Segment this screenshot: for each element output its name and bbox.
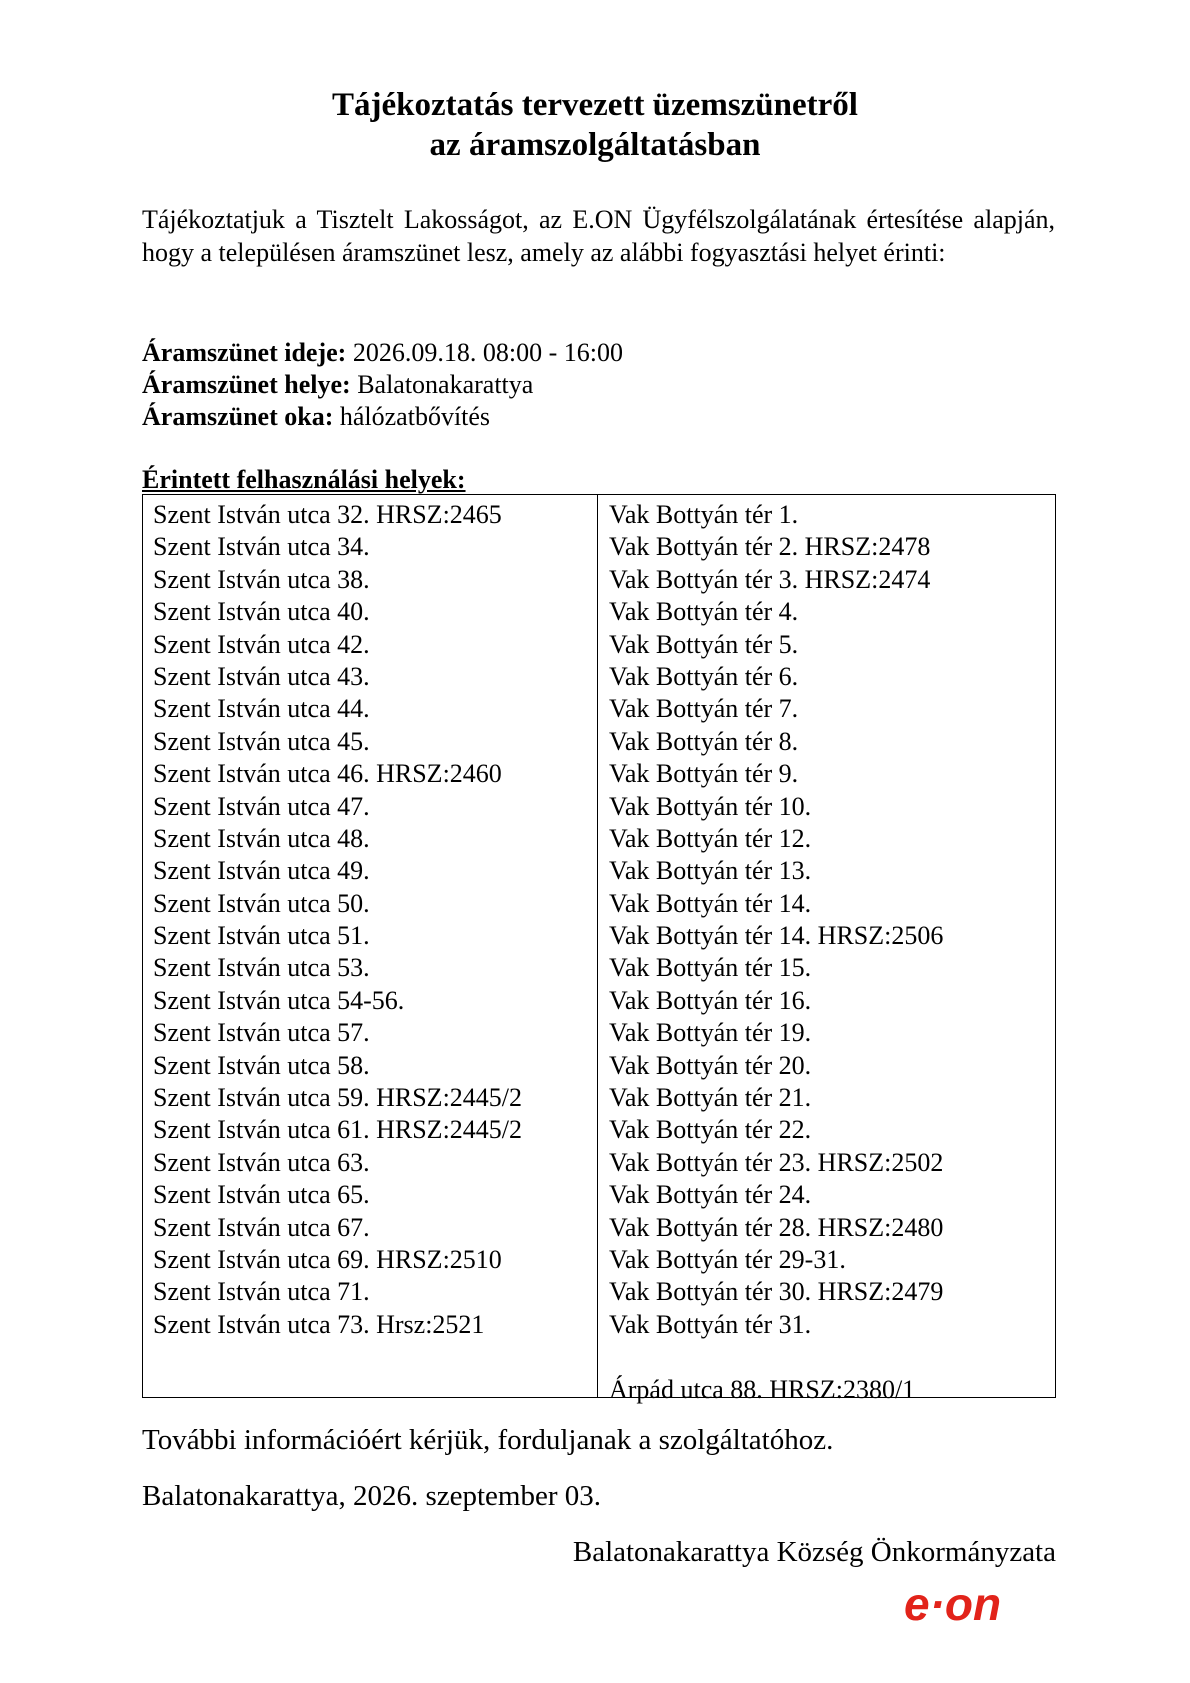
location-item-right: Vak Bottyán tér 21. (609, 1083, 812, 1113)
location-item-left: Szent István utca 67. (153, 1212, 370, 1242)
location-item-left: Szent István utca 57. (153, 1018, 370, 1048)
location-item-left: Szent István utca 48. (153, 823, 370, 853)
location-item-right: Vak Bottyán tér 3. HRSZ:2474 (609, 564, 931, 594)
outage-cause-line (142, 404, 490, 430)
location-item-left: Szent István utca 71. (153, 1277, 370, 1307)
location-item-right: Vak Bottyán tér 23. HRSZ:2502 (609, 1147, 944, 1177)
location-item-right: Vak Bottyán tér 30. HRSZ:2479 (609, 1277, 944, 1307)
location-item-right: Vak Bottyán tér 4. (609, 597, 799, 627)
eon-logo-icon (900, 1580, 1050, 1632)
intro-paragraph: Tájékoztatjuk a Tisztelt Lakosságot, az E.ON Ügyfélszolgálatának értesítése alapján, hogy a településen áramszünet lesz, amely az alábbi fogyasztási helyet érinti: (142, 205, 1055, 267)
signature: Balatonakarattya Község Önkormányzata (572, 1536, 1056, 1568)
location-item-left: Szent István utca 40. (153, 597, 370, 627)
outage-place-value: Balatonakarattya (350, 370, 534, 399)
place-and-date: Balatonakarattya, 2026. szeptember 03. (142, 1480, 602, 1512)
location-item-right: Vak Bottyán tér 24. (609, 1180, 812, 1210)
affected-locations-heading: Érintett felhasználási helyek: (142, 465, 466, 494)
location-item-right: Vak Bottyán tér 14. HRSZ:2506 (609, 921, 944, 951)
location-item-left: Szent István utca 44. (153, 694, 370, 724)
location-item-left: Szent István utca 61. HRSZ:2445/2 (153, 1115, 523, 1145)
location-item-left: Szent István utca 32. HRSZ:2465 (153, 500, 502, 529)
location-item-right: Vak Bottyán tér 22. (609, 1115, 812, 1145)
locations-column-right (609, 499, 943, 1406)
location-item-right: Vak Bottyán tér 1. (609, 500, 799, 529)
location-item-right: Vak Bottyán tér 29-31. (609, 1244, 846, 1274)
location-item-right: Vak Bottyán tér 7. (609, 694, 799, 724)
location-item-left: Szent István utca 34. (153, 532, 370, 562)
location-item-right: Vak Bottyán tér 19. (609, 1018, 812, 1048)
location-item-left: Szent István utca 54-56. (153, 985, 405, 1015)
locations-column-left (153, 499, 522, 1341)
location-item-right: Vak Bottyán tér 31. (609, 1309, 812, 1339)
svg-text:e·on: e·on (904, 1580, 1002, 1630)
location-item-right: Vak Bottyán tér 16. (609, 985, 812, 1015)
location-item-left: Szent István utca 50. (153, 888, 370, 918)
outage-time-value: 2026.09.18. 08:00 - 16:00 (346, 338, 623, 367)
outage-place-label: Áramszünet helye: (142, 370, 351, 399)
location-item-left: Szent István utca 38. (153, 564, 370, 594)
location-item-left: Szent István utca 59. HRSZ:2445/2 (153, 1083, 523, 1113)
location-item-left: Szent István utca 73. Hrsz:2521 (153, 1309, 485, 1339)
location-item-left: Szent István utca 53. (153, 953, 370, 983)
location-item-right: Vak Bottyán tér 10. (609, 791, 812, 821)
outage-time-label: Áramszünet ideje: (142, 338, 347, 367)
location-item-left: Szent István utca 43. (153, 661, 370, 691)
location-item-right: Vak Bottyán tér 6. (609, 661, 799, 691)
location-item-right: Vak Bottyán tér 15. (609, 953, 812, 983)
location-item-left: Szent István utca 65. (153, 1180, 370, 1210)
location-item-left: Szent István utca 69. HRSZ:2510 (153, 1244, 502, 1274)
location-item-left: Szent István utca 58. (153, 1050, 370, 1080)
outage-cause-value: hálózatbővítés (333, 402, 491, 431)
location-item-right: Vak Bottyán tér 20. (609, 1050, 812, 1080)
document-title-line-1: Tájékoztatás tervezett üzemszünetről (332, 87, 858, 123)
outage-cause-label: Áramszünet oka: (142, 402, 334, 431)
location-item-right: Vak Bottyán tér 13. (609, 856, 812, 886)
document-title-line-2: az áramszolgáltatásban (429, 127, 761, 163)
location-item-left: Szent István utca 63. (153, 1147, 370, 1177)
location-item-left: Szent István utca 49. (153, 856, 370, 886)
location-item-left: Szent István utca 46. HRSZ:2460 (153, 759, 502, 789)
more-info-text: További információért kérjük, forduljanak a szolgáltatóhoz. (142, 1424, 834, 1456)
outage-place-line (142, 372, 533, 398)
location-item-right: Vak Bottyán tér 9. (609, 759, 799, 789)
column-divider (597, 495, 598, 1397)
location-item-right: Vak Bottyán tér 2. HRSZ:2478 (609, 532, 931, 562)
affected-locations-table (142, 494, 1056, 1404)
location-spacer (609, 1341, 943, 1373)
location-item-right: Vak Bottyán tér 12. (609, 823, 812, 853)
location-item-left: Szent István utca 47. (153, 791, 370, 821)
outage-time-line (142, 340, 623, 366)
location-item-left: Szent István utca 45. (153, 726, 370, 756)
location-item-right: Vak Bottyán tér 5. (609, 629, 799, 659)
location-item-left: Szent István utca 42. (153, 629, 370, 659)
location-item-right: Vak Bottyán tér 28. HRSZ:2480 (609, 1212, 944, 1242)
location-item-left: Szent István utca 51. (153, 921, 370, 951)
location-item-right: Vak Bottyán tér 8. (609, 726, 799, 756)
location-item-right: Vak Bottyán tér 14. (609, 888, 812, 918)
location-item-right: Árpád utca 88. HRSZ:2380/1 (609, 1374, 916, 1404)
